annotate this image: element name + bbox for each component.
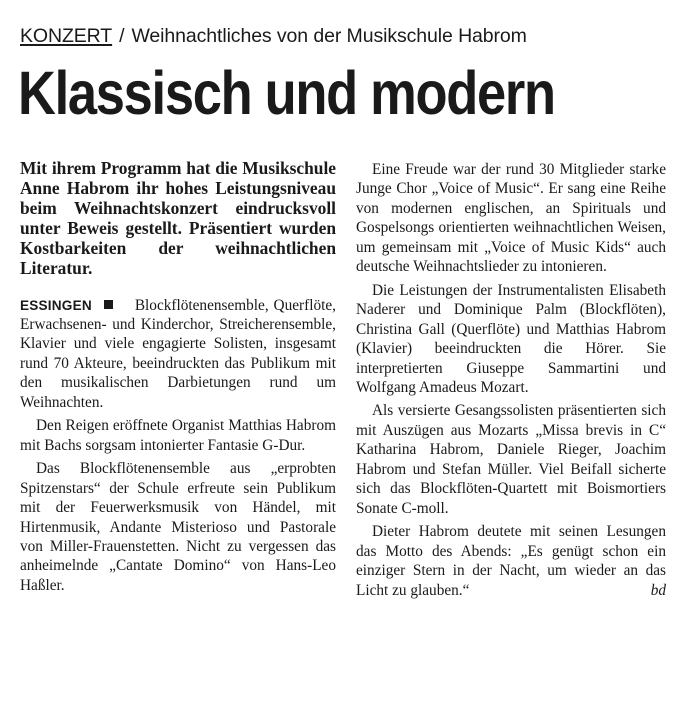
body-paragraph (356, 522, 666, 600)
paragraph-text: Blockflötenensemble, Querflöte, Erwachsenen- und Kinderchor, Streicherensemble, Klavier und viele engagierte Solisten, insgesamt rund 70 Akteure, beeindruckten das Publikum mit den musikalischen Darbietungen rund um Weihnachten. (20, 296, 336, 411)
body-paragraph: Als versierte Gesangssolisten präsentierten sich mit Auszügen aus Mozarts „Missa brevis in C“ Katharina Habrom, Daniele Rieger, Joachim Habrom und Stefan Müller. Viel Beifall sicherte sich das Blockflöten-Quartett mit Boismortiers Sonate C-moll. (356, 402, 666, 517)
dateline-bullet-icon (104, 300, 113, 309)
kicker-separator: / (119, 25, 125, 47)
body-paragraph: Das Blockflötenensemble aus „erprobten Spitzenstars“ der Schule erfreute sein Publikum mit der Feuerwerksmusik von Händel, mit Hirtenmusik, Andante Misterioso und Pastorale von Miller-Frauenstetten. Nicht zu vergessen das anheimelnde „Cantate Domino“ von Hans-Leo Haßler. (20, 460, 336, 594)
paragraph-text: Dieter Habrom deutete mit seinen Lesungen das Motto des Abends: „Es genügt schon ein einziger Stern in der Nacht, um wieder an das Licht zu glauben.“ (356, 523, 666, 599)
dateline: ESSINGEN (20, 297, 92, 313)
kicker-topic: Weihnachtliches von der Musikschule Habrom (131, 25, 527, 47)
kicker-line (20, 24, 670, 48)
body-paragraph: Eine Freude war der rund 30 Mitglieder starke Junge Chor „Voice of Music“. Er sang eine Reihe von modernen englischen, an Spirituals und Gospelsongs orientierten weihnachtlichen Weisen, um gemeinsam mit „Voice of Music Kids“ auch deutsche Weihnachtslieder zu intonieren. (356, 161, 666, 276)
section-label: KONZERT (20, 25, 113, 47)
body-paragraph (20, 296, 336, 413)
author-initials: bd (650, 581, 666, 599)
article-column-right (356, 160, 666, 604)
article-column-left (20, 158, 336, 599)
body-paragraph: Den Reigen eröffnete Organist Matthias Habrom mit Bachs sorgsam intonierter Fantasie G-Dur. (20, 417, 336, 454)
headline: Klassisch und modern (18, 59, 555, 127)
body-paragraph: Die Leistungen der Instrumentalisten Elisabeth Naderer und Dominique Palm (Blockflöten), Christina Gall (Querflöte) und Matthias Habrom (Klavier) beeindruckten die Hörer. Sie interpretierten Giuseppe Sammartini und Wolfgang Amadeus Mozart. (356, 281, 666, 396)
lead-paragraph: Mit ihrem Programm hat die Musikschule Anne Habrom ihr hohes Leistungsniveau beim Weihnachtskonzert eindrucksvoll unter Beweis gestellt. Präsentiert wurden Kostbarkeiten der weihnachtlichen Literatur. (20, 158, 336, 279)
